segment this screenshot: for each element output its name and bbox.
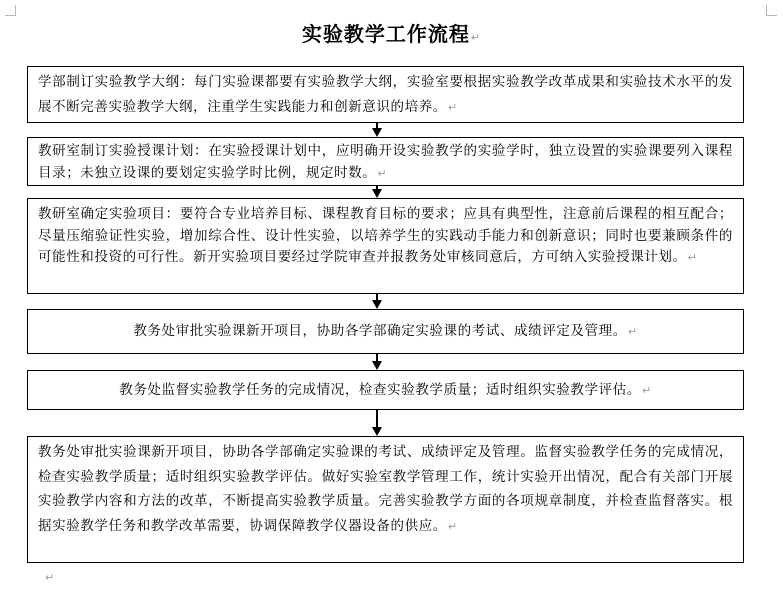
step-text: 教务处审批实验课新开项目，协助各学部确定实验课的考试、成绩评定及管理。监督实验教学任务的完成情况，检查实验教学质量；适时组织实验教学评估。做好实验室教学管理工作，统计实验开出情况，配合有关部门开展实验教学内容和方法的改革，不断提高实验教学质量。完善实验教学方面的各项规章制度，并检查监督落实。根据实验教学任务和教学改革需要，协调保障教学仪器设备的供应。 bbox=[38, 444, 733, 534]
step-text: 教务处监督实验教学任务的完成情况，检查实验教学质量；适时组织实验教学评估。 bbox=[119, 382, 641, 398]
step-text: 教研室确定实验项目：要符合专业培养目标、课程教育目标的要求；应具有典型性，注意前后课程的相互配合；尽量压缩验证性实验，增加综合性、设计性实验，以培养学生的实践动手能力和创新意识；同时也要兼顾条件的可能性和投资的可行性。新开实验项目要经过学院审查并报教务处审核同意后，方可纳入实验授课计划。 bbox=[38, 206, 733, 265]
step-box-3 bbox=[27, 198, 744, 294]
page-corner-top-right bbox=[766, 5, 777, 16]
step-box-6 bbox=[27, 436, 744, 563]
flow-arrow-2 bbox=[372, 186, 382, 198]
step-text: 教研室制订实验授课计划：在实验授课计划中，应明确开设实验教学的实验学时，独立设置的实验课要列入课程目录；未独立设课的要划定实验学时比例，规定时数。 bbox=[38, 143, 733, 181]
end-paragraph-mark: ↵ bbox=[45, 571, 55, 584]
step-box-4 bbox=[27, 309, 744, 354]
paragraph-mark: ↵ bbox=[447, 100, 458, 114]
flow-arrow-3 bbox=[372, 294, 382, 309]
paragraph-mark: ↵ bbox=[687, 251, 698, 264]
paragraph-mark: ↵ bbox=[377, 167, 388, 180]
flow-arrow-1 bbox=[372, 123, 382, 137]
page-corner-top-left bbox=[5, 5, 16, 16]
paragraph-mark: ↵ bbox=[627, 325, 638, 338]
paragraph-mark: ↵ bbox=[470, 31, 482, 44]
page-title bbox=[0, 18, 783, 47]
step-box-5 bbox=[27, 370, 744, 410]
title-text: 实验教学工作流程 bbox=[301, 22, 470, 46]
paragraph-mark: ↵ bbox=[641, 384, 652, 397]
step-box-1 bbox=[27, 66, 744, 123]
step-box-2 bbox=[27, 137, 744, 186]
step-text: 教务处审批实验课新开项目，协助各学部确定实验课的考试、成绩评定及管理。 bbox=[133, 323, 627, 339]
paragraph-mark: ↵ bbox=[447, 519, 458, 533]
flow-arrow-5 bbox=[372, 410, 382, 436]
step-text: 学部制订实验教学大纲：每门实验课都要有实验教学大纲，实验室要根据实验教学改革成果和实验技术水平的发展不断完善实验教学大纲，注重学生实践能力和创新意识的培养。 bbox=[38, 74, 733, 115]
flow-arrow-4 bbox=[372, 354, 382, 370]
